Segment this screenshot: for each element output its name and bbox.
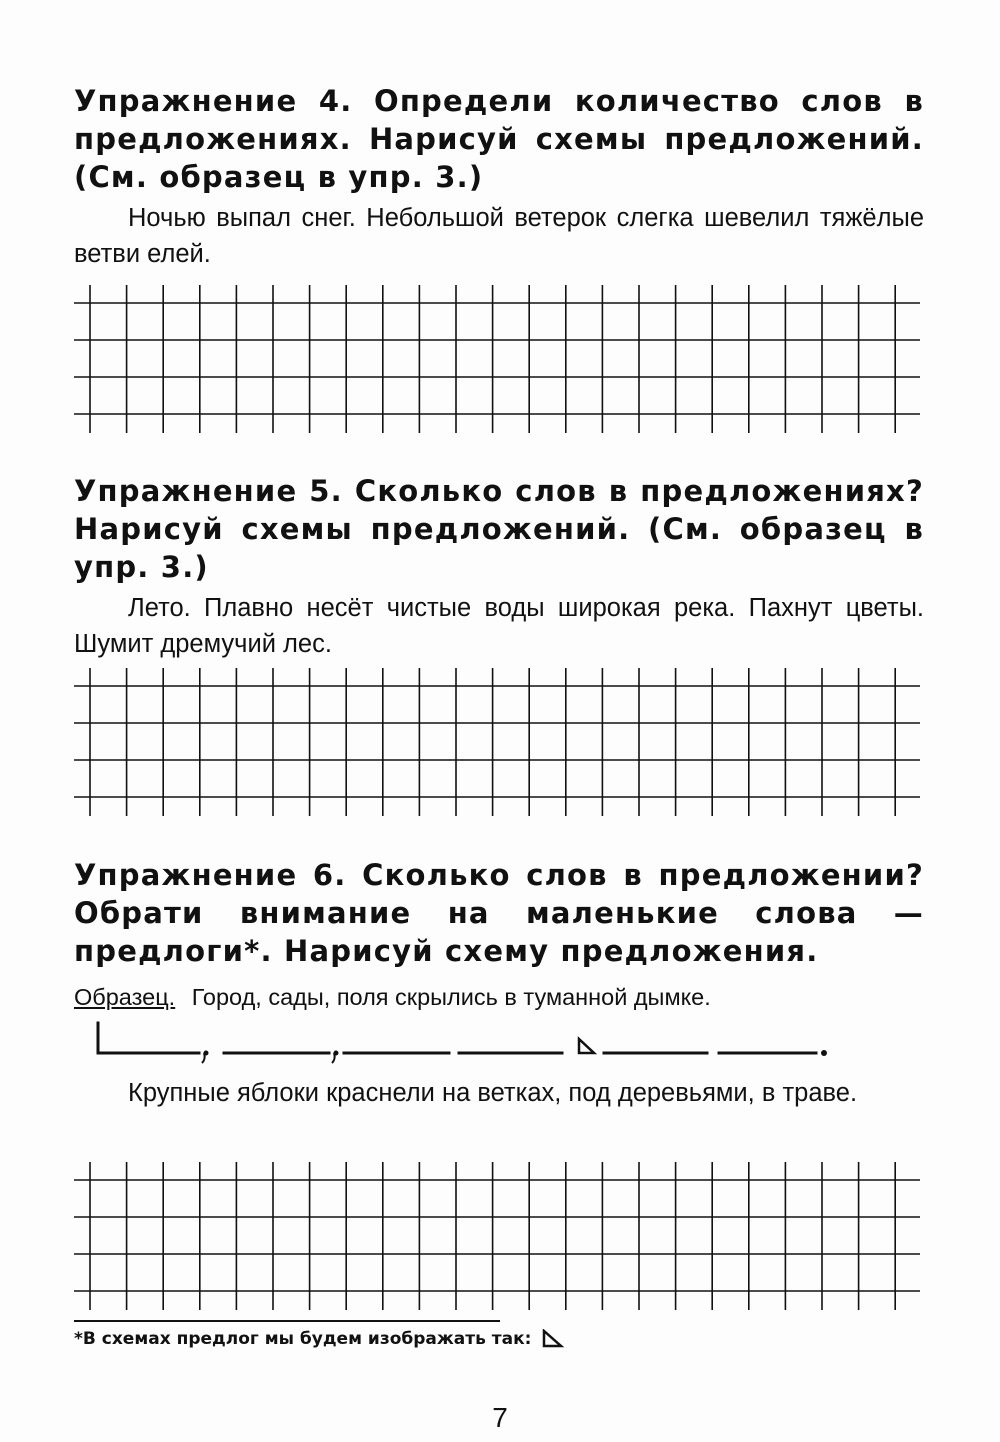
footnote-text: *В схемах предлог мы будем изображать так:	[74, 1329, 532, 1349]
grid-lines	[74, 1162, 920, 1310]
sample-sentence-scheme	[74, 1015, 874, 1065]
sample-sentence: Город, сады, поля скрылись в туманной дымке.	[191, 984, 711, 1010]
scheme-word-capital	[98, 1023, 199, 1053]
exercise-6-heading: Упражнение 6. Сколько слов в предложении? Обрати внимание на маленькие слова — предлоги*. Нарисуй схему предложения.	[74, 858, 924, 968]
exercise-6-answer-grid[interactable]	[74, 1162, 920, 1310]
sample-label: Образец.	[74, 984, 176, 1010]
footnote-rule	[74, 1320, 500, 1322]
grid-lines	[74, 285, 920, 433]
exercise-4-answer-grid[interactable]	[74, 285, 920, 433]
page-number: 7	[492, 1402, 508, 1433]
sample-line	[74, 982, 924, 1012]
exercise-6-text: Крупные яблоки краснели на ветках, под деревьями, в траве.	[128, 1079, 858, 1107]
exercise-5-text: Лето. Плавно несёт чистые воды широкая река. Пахнут цветы. Шумит дремучий лес.	[74, 594, 924, 658]
footnote	[74, 1328, 565, 1350]
preposition-triangle-icon	[541, 1329, 565, 1349]
exercise-4-heading: Упражнение 4. Определи количество слов в предложениях. Нарисуй схемы предложений. (См. образец в упр. 3.)	[74, 84, 924, 194]
exercise-4-text: Ночью выпал снег. Небольшой ветерок слегка шевелил тяжёлые ветви елей.	[74, 204, 924, 268]
grid-lines	[74, 668, 920, 816]
exercise-5-heading: Упражнение 5. Сколько слов в предложениях? Нарисуй схемы предложений. (См. образец в упр. 3.)	[74, 474, 924, 584]
exercise-5-answer-grid[interactable]	[74, 668, 920, 816]
preposition-triangle-icon	[579, 1039, 594, 1053]
